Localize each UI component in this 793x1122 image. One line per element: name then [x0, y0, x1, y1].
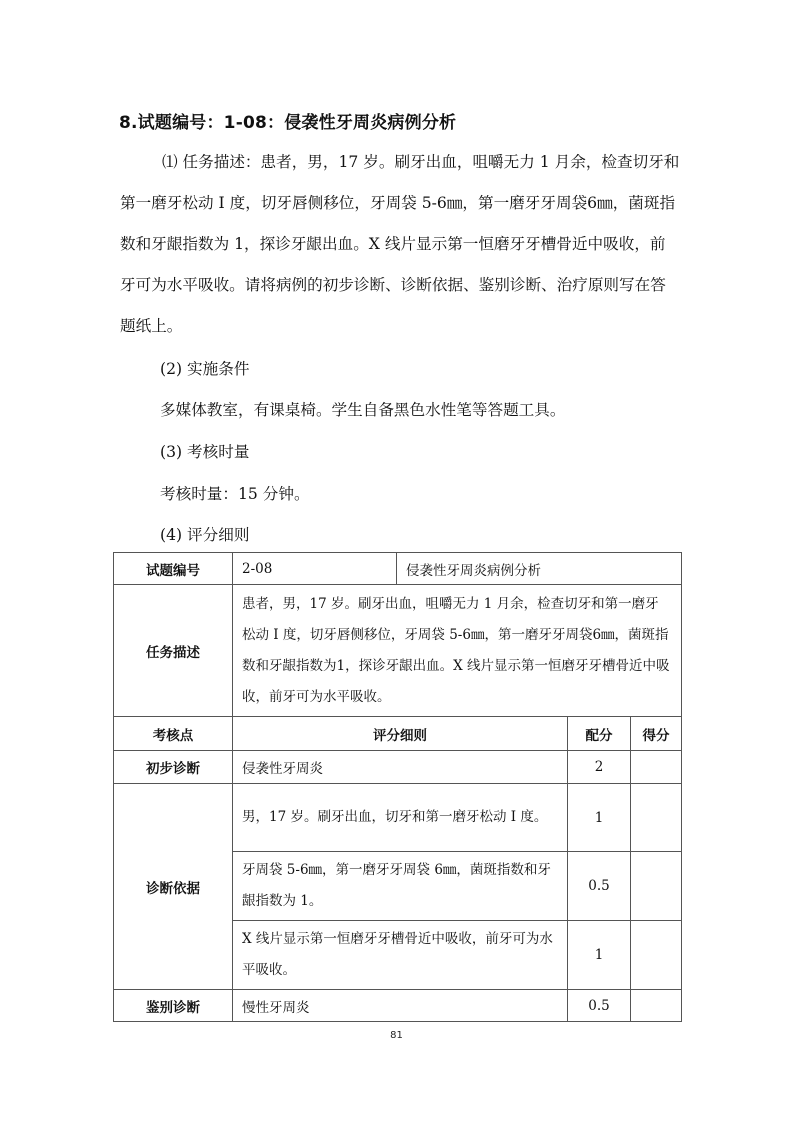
header-score: 配分	[568, 717, 631, 751]
table-header-row	[114, 717, 682, 751]
basis-label-cell: 诊断依据	[114, 784, 233, 990]
basis-score-cell: 0.5	[568, 852, 631, 921]
conditions-label: (2) 实施条件	[160, 360, 250, 378]
scoring-table	[113, 552, 682, 1022]
prelim-detail-cell: 侵袭性牙周炎	[233, 751, 568, 784]
diff-detail-cell: 慢性牙周炎	[233, 990, 568, 1022]
task-description-paragraph: ⑴ 任务描述：患者，男，17 岁。刷牙出血，咀嚼无力 1 月余，检查切牙和第一磨牙松动 I 度，切牙唇侧移位，牙周袋 5-6㎜，第一磨牙牙周袋6㎜，菌斑指数和牙龈指数为 1，探诊牙龈出血。X 线片显示第一恒磨牙牙槽骨近中吸收，前牙可为水平吸收。请将病例的初步诊断、诊断依据、鉴别诊断、治疗原则写在答题纸上。	[120, 153, 680, 335]
basis-detail-cell: 牙周袋 5-6㎜，第一磨牙牙周袋 6㎜，菌斑指数和牙龈指数为 1。	[233, 852, 568, 921]
header-got: 得分	[631, 717, 682, 751]
id-value-cell: 2-08	[233, 553, 397, 585]
table-row	[114, 751, 682, 784]
basis-detail-cell: X 线片显示第一恒磨牙牙槽骨近中吸收，前牙可为水平吸收。	[233, 921, 568, 990]
desc-label-cell: 任务描述	[114, 585, 233, 717]
desc-value-cell: 患者，男，17 岁。刷牙出血，咀嚼无力 1 月余，检查切牙和第一磨牙松动 I 度，切牙唇侧移位，牙周袋 5-6㎜，第一磨牙牙周袋6㎜，菌斑指数和牙龈指数为1，探诊牙龈出血。X 线片显示第一恒磨牙牙槽骨近中吸收，前牙可为水平吸收。	[233, 585, 682, 717]
scoring-label: (4) 评分细则	[160, 526, 250, 544]
prelim-score-cell: 2	[568, 751, 631, 784]
table-row	[114, 990, 682, 1022]
diff-score-cell: 0.5	[568, 990, 631, 1022]
page-number: 81	[390, 1030, 403, 1041]
table-row	[114, 553, 682, 585]
header-point: 考核点	[114, 717, 233, 751]
prelim-got-cell	[631, 751, 682, 784]
table-row	[114, 784, 682, 852]
section-heading: 8.试题编号：1-08：侵袭性牙周炎病例分析	[119, 113, 457, 133]
basis-score-cell: 1	[568, 921, 631, 990]
time-text: 考核时量：15 分钟。	[160, 485, 310, 503]
header-detail: 评分细则	[233, 717, 568, 751]
basis-detail-cell: 男，17 岁。刷牙出血，切牙和第一磨牙松动 I 度。	[233, 784, 568, 852]
table-row	[114, 585, 682, 717]
prelim-label-cell: 初步诊断	[114, 751, 233, 784]
id-label-cell: 试题编号	[114, 553, 233, 585]
conditions-text: 多媒体教室，有课桌椅。学生自备黑色水性笔等答题工具。	[160, 401, 566, 419]
basis-score-cell: 1	[568, 784, 631, 852]
basis-got-cell	[631, 921, 682, 990]
basis-got-cell	[631, 784, 682, 852]
diff-got-cell	[631, 990, 682, 1022]
time-label: (3) 考核时量	[160, 443, 250, 461]
diff-label-cell: 鉴别诊断	[114, 990, 233, 1022]
title-value-cell: 侵袭性牙周炎病例分析	[397, 553, 682, 585]
basis-got-cell	[631, 852, 682, 921]
